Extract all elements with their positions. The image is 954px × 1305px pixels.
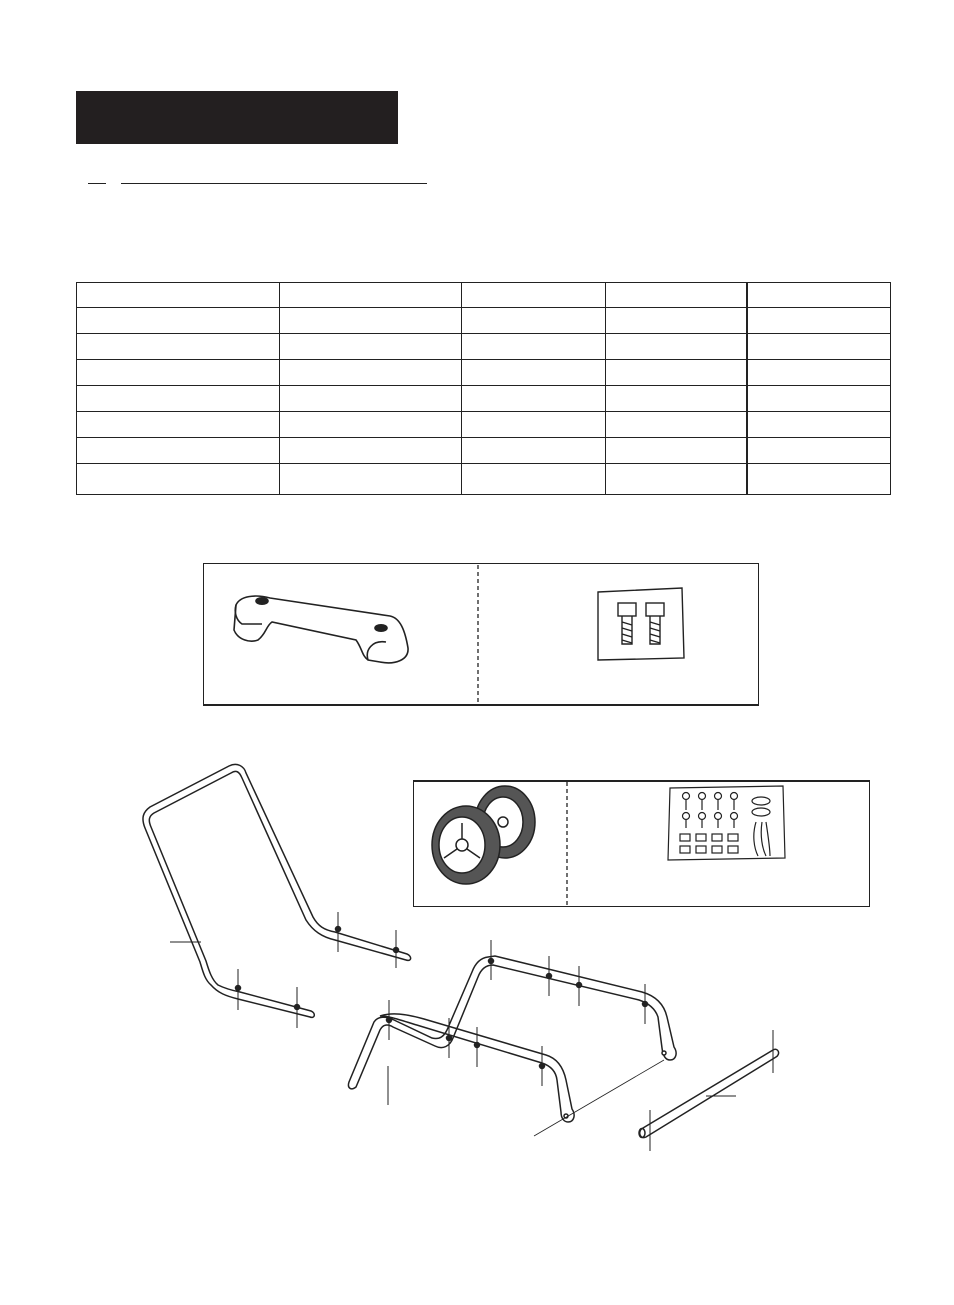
lower-frame-icon	[348, 956, 676, 1122]
upper-handle-icon	[143, 764, 411, 1017]
